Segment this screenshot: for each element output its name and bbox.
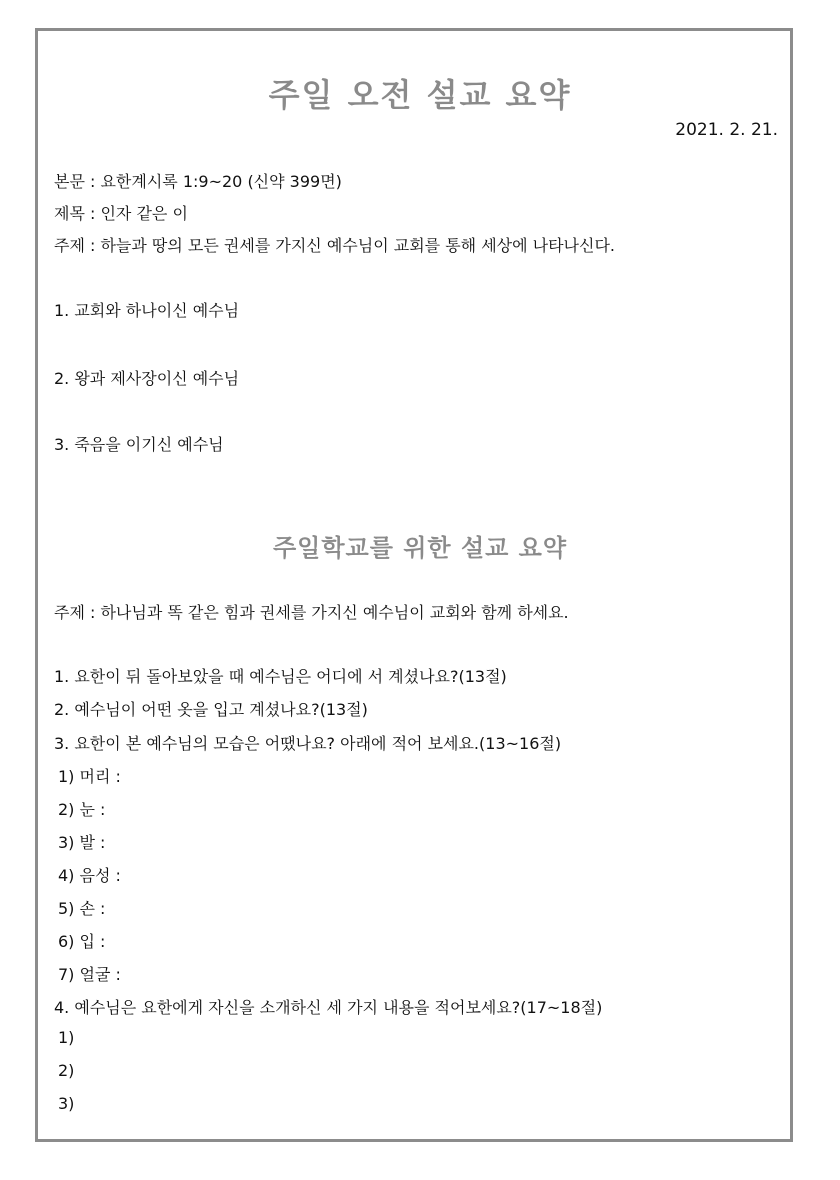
sermon-point: 3. 죽음을 이기신 예수님 [54,435,224,454]
question: 4. 예수님은 요한에게 자신을 소개하신 세 가지 내용을 적어보세요?(17~18절) [54,998,603,1017]
appearance-item: 2) 눈 : [58,800,106,819]
appearance-item: 7) 얼굴 : [58,965,121,984]
appearance-item: 4) 음성 : [58,866,121,885]
sunday-school-theme: 주제 : 하나님과 똑 같은 힘과 권세를 가지신 예수님이 교회와 함께 하세요. [54,603,569,622]
question: 3. 요한이 본 예수님의 모습은 어땠나요? 아래에 적어 보세요.(13~16절) [54,734,562,753]
sunday-school-title: 주일학교를 위한 설교 요약 [272,534,568,562]
question: 2. 예수님이 어떤 옷을 입고 계셨나요?(13절) [54,700,368,719]
appearance-item: 1) 머리 : [58,767,121,786]
question: 1. 요한이 뒤 돌아보았을 때 예수님은 어디에 서 계셨나요?(13절) [54,667,507,686]
sermon-title: 제목 : 인자 같은 이 [54,204,188,223]
appearance-item: 3) 발 : [58,833,106,852]
page-border [35,28,793,1142]
page-title: 주일 오전 설교 요약 [268,76,572,114]
sermon-date: 2021. 2. 21. [675,120,778,140]
scripture-reference: 본문 : 요한계시록 1:9~20 (신약 399면) [54,172,342,191]
answer-item: 1) [58,1028,75,1047]
sermon-theme: 주제 : 하늘과 땅의 모든 권세를 가지신 예수님이 교회를 통해 세상에 나타나신다. [54,236,616,255]
sermon-point: 1. 교회와 하나이신 예수님 [54,301,240,320]
appearance-item: 5) 손 : [58,899,106,918]
appearance-item: 6) 입 : [58,932,106,951]
sermon-point: 2. 왕과 제사장이신 예수님 [54,369,240,388]
answer-item: 2) [58,1061,75,1080]
answer-item: 3) [58,1094,75,1113]
